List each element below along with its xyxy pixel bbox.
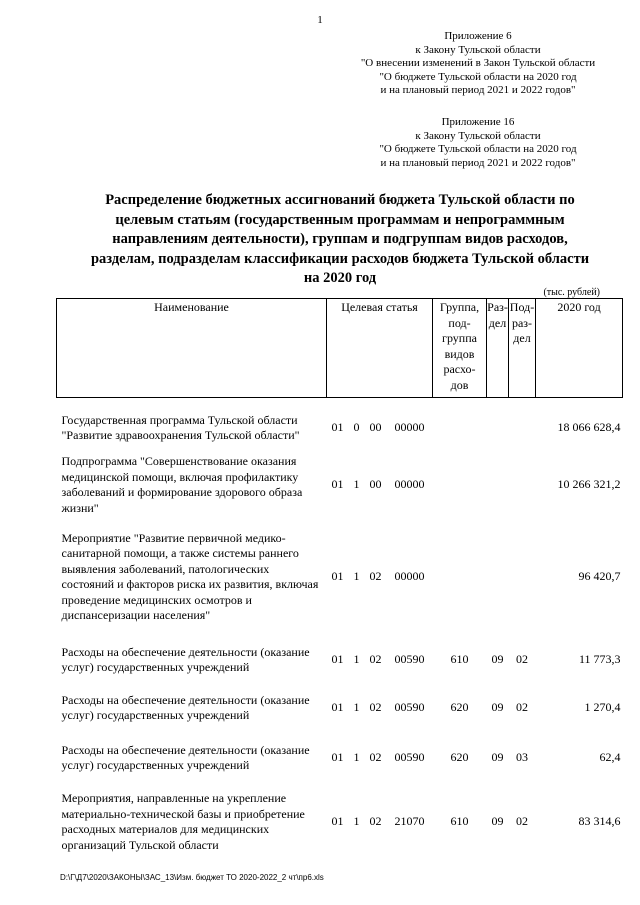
table-row bbox=[57, 629, 623, 679]
appendix-16-block bbox=[348, 116, 608, 170]
title-line: Распределение бюджетных ассигнований бюджета Тульской области по bbox=[105, 192, 575, 208]
row-target-direction: 00590 bbox=[394, 700, 425, 715]
row-amount-2020: 1 270,4 bbox=[584, 700, 621, 715]
header-group: Группа, под- группа видов расхо- дов bbox=[433, 299, 487, 398]
row-section bbox=[487, 407, 509, 449]
appendix-6-line: и на плановый период 2021 и 2022 годов" bbox=[380, 84, 576, 96]
row-amount-2020: 11 773,3 bbox=[578, 652, 621, 667]
row-name: Мероприятия, направленные на укрепление материально-технической базы и приобретение расходных материалов для медицинских организаций Тульской области bbox=[61, 791, 305, 852]
title-line: целевым статьям (государственным программам и непрограммным bbox=[115, 211, 565, 228]
row-amount-2020: 18 066 628,4 bbox=[557, 420, 621, 435]
header-year: 2020 год bbox=[536, 299, 623, 398]
row-subsection: 02 bbox=[516, 814, 529, 829]
row-section: 09 bbox=[491, 652, 504, 667]
title-line: разделам, подразделам классификации расходов бюджета Тульской области bbox=[90, 250, 590, 267]
row-target-activity: 02 bbox=[369, 750, 382, 765]
row-target-subprogram: 1 bbox=[353, 477, 360, 492]
row-section: 09 bbox=[491, 700, 504, 715]
table-row bbox=[57, 407, 623, 449]
row-target-program: 01 bbox=[331, 477, 344, 492]
row-target-direction: 00590 bbox=[394, 652, 425, 667]
row-name: Расходы на обеспечение деятельности (оказание услуг) государственных учреждений bbox=[61, 692, 310, 722]
row-subsection: 02 bbox=[516, 652, 529, 667]
row-target-activity: 00 bbox=[369, 477, 382, 492]
row-expense-group: 620 bbox=[450, 700, 469, 715]
row-target-activity: 02 bbox=[369, 569, 382, 584]
row-expense-group bbox=[433, 407, 487, 449]
row-name: Расходы на обеспечение деятельности (оказание услуг) государственных учреждений bbox=[61, 644, 310, 674]
appendix-16-line: к Закону Тульской области bbox=[415, 129, 541, 142]
row-expense-group: 620 bbox=[450, 750, 469, 765]
file-path-footer: D:\Г\Д7\2020\ЗАКОНЫ\ЗАС_13\Изм. бюджет ТО 2020-2022_2 чт\пр6.xls bbox=[60, 873, 324, 882]
row-subsection bbox=[509, 407, 536, 449]
row-target-subprogram: 1 bbox=[353, 569, 360, 584]
header-name: Наименование bbox=[57, 299, 327, 398]
table-row bbox=[57, 449, 623, 517]
header-section: Раз- дел bbox=[487, 299, 509, 398]
table-header-row bbox=[57, 299, 623, 398]
table-row bbox=[57, 729, 623, 779]
row-target-direction: 00000 bbox=[394, 420, 425, 435]
row-expense-group bbox=[433, 449, 487, 517]
table-row bbox=[57, 679, 623, 729]
page-number: 1 bbox=[317, 14, 323, 26]
row-subsection bbox=[509, 449, 536, 517]
appendix-6-line: к Закону Тульской области bbox=[415, 43, 541, 56]
row-target-activity: 00 bbox=[369, 420, 382, 435]
row-target-program: 01 bbox=[331, 814, 344, 829]
row-target-subprogram: 1 bbox=[353, 750, 360, 765]
row-target-subprogram: 1 bbox=[353, 814, 360, 829]
row-target-program: 01 bbox=[331, 652, 344, 667]
appendix-16-line: и на плановый период 2021 и 2022 годов" bbox=[380, 156, 576, 169]
row-section: 09 bbox=[491, 750, 504, 765]
row-target-program: 01 bbox=[331, 700, 344, 715]
row-section: 09 bbox=[491, 814, 504, 829]
budget-table bbox=[56, 298, 623, 857]
table-row bbox=[57, 517, 623, 629]
row-expense-group bbox=[433, 517, 487, 629]
appendix-16-line: "О бюджете Тульской области на 2020 год bbox=[379, 143, 577, 155]
title-line: направлениям деятельности), группам и подгруппам видов расходов, bbox=[112, 231, 568, 247]
row-target-program: 01 bbox=[331, 750, 344, 765]
row-target-program: 01 bbox=[331, 569, 344, 584]
row-amount-2020: 83 314,6 bbox=[578, 814, 621, 829]
row-subsection bbox=[509, 517, 536, 629]
row-target-subprogram: 0 bbox=[353, 420, 360, 435]
row-name: Мероприятие "Развитие первичной медико-санитарной помощи, а также системы раннего выявления заболеваний, патологических состояний и факторов риска их развития, включая проведение медицинских осмотров и диспансеризации населения" bbox=[61, 530, 319, 622]
document-title bbox=[60, 191, 620, 289]
appendix-16-line: Приложение 16 bbox=[441, 116, 515, 128]
appendix-6-line: "О бюджете Тульской области на 2020 год bbox=[379, 70, 577, 83]
row-expense-group: 610 bbox=[450, 652, 469, 667]
row-target-program: 01 bbox=[331, 420, 344, 435]
row-target-activity: 02 bbox=[369, 652, 382, 667]
row-amount-2020: 10 266 321,2 bbox=[557, 477, 621, 492]
row-section bbox=[487, 449, 509, 517]
row-target-direction: 00000 bbox=[394, 477, 425, 492]
row-amount-2020: 96 420,7 bbox=[578, 569, 621, 584]
row-subsection: 03 bbox=[516, 750, 529, 765]
row-name: Расходы на обеспечение деятельности (оказание услуг) государственных учреждений bbox=[61, 742, 310, 772]
row-target-direction: 00590 bbox=[394, 750, 425, 765]
table-row bbox=[57, 779, 623, 857]
row-amount-2020: 62,4 bbox=[599, 750, 621, 765]
appendix-6-line: Приложение 6 bbox=[444, 30, 512, 42]
row-subsection: 02 bbox=[516, 700, 529, 715]
row-target-subprogram: 1 bbox=[353, 700, 360, 715]
row-section bbox=[487, 517, 509, 629]
row-target-subprogram: 1 bbox=[353, 652, 360, 667]
row-target-direction: 21070 bbox=[394, 814, 425, 829]
row-expense-group: 610 bbox=[450, 814, 469, 829]
appendix-6-block bbox=[348, 30, 608, 98]
appendix-6-line: "О внесении изменений в Закон Тульской области bbox=[360, 57, 596, 69]
units-label: (тыс. рублей) bbox=[543, 287, 600, 298]
row-target-activity: 02 bbox=[369, 700, 382, 715]
row-target-direction: 00000 bbox=[394, 569, 425, 584]
title-line: на 2020 год bbox=[303, 270, 377, 286]
row-name: Государственная программа Тульской области "Развитие здравоохранения Тульской области" bbox=[61, 412, 300, 442]
row-name: Подпрограмма "Совершенствование оказания медицинской помощи, включая профилактику заболеваний и формирование здорового образа жизни" bbox=[61, 454, 303, 515]
row-target-activity: 02 bbox=[369, 814, 382, 829]
header-subsection: Под- раз- дел bbox=[509, 299, 536, 398]
header-target-article: Целевая статья bbox=[327, 299, 433, 398]
